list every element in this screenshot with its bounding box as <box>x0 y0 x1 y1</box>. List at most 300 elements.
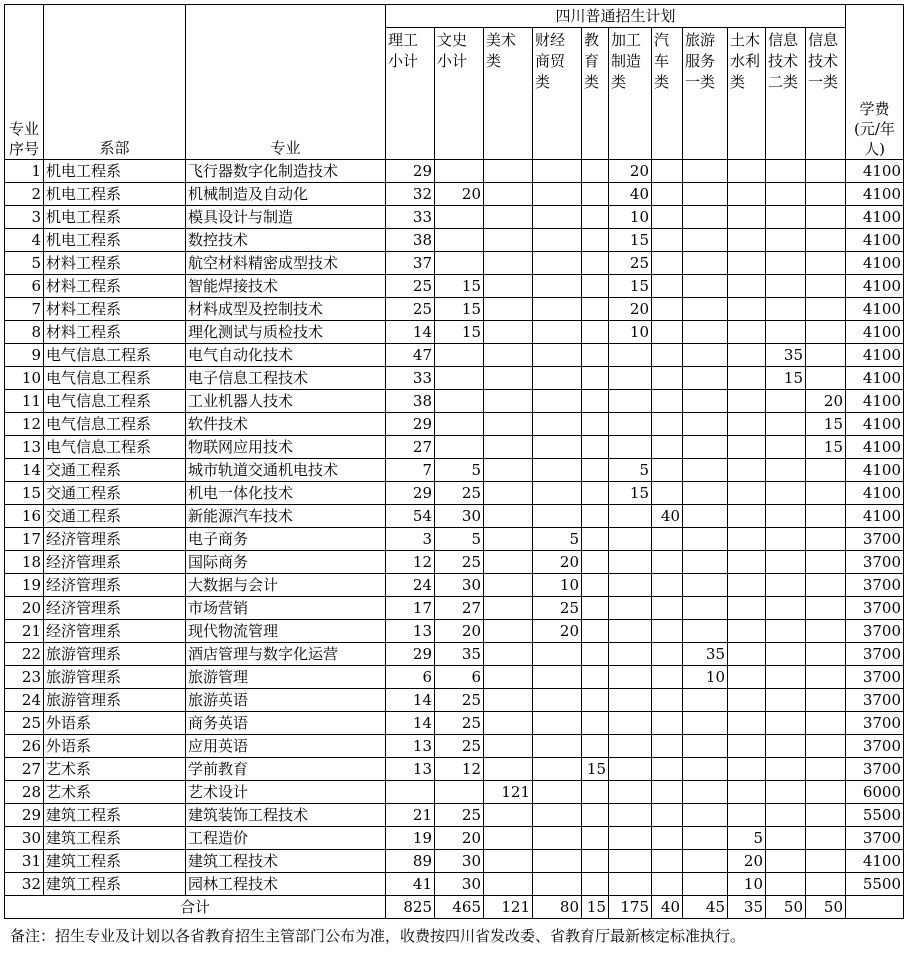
row-major: 物联网应用技术 <box>186 436 386 459</box>
row-value <box>766 160 806 183</box>
row-value: 37 <box>386 252 435 275</box>
row-value <box>806 712 846 735</box>
row-value <box>582 367 609 390</box>
row-value <box>806 275 846 298</box>
row-fee: 4100 <box>846 229 904 252</box>
total-value: 40 <box>652 896 683 919</box>
row-value <box>533 689 582 712</box>
row-value <box>484 436 533 459</box>
row-fee: 3700 <box>846 712 904 735</box>
row-value <box>806 298 846 321</box>
row-value <box>806 735 846 758</box>
row-value <box>582 160 609 183</box>
row-value: 30 <box>435 574 484 597</box>
row-index: 31 <box>5 850 44 873</box>
row-value <box>728 298 766 321</box>
row-value <box>728 413 766 436</box>
row-dept: 机电工程系 <box>44 206 186 229</box>
row-dept: 建筑工程系 <box>44 804 186 827</box>
row-value <box>652 344 683 367</box>
row-value <box>484 666 533 689</box>
row-fee: 3700 <box>846 758 904 781</box>
header-major: 专业 <box>186 5 386 160</box>
row-value <box>582 597 609 620</box>
row-value <box>766 206 806 229</box>
row-value <box>806 252 846 275</box>
table-row <box>5 850 904 873</box>
total-value: 50 <box>806 896 846 919</box>
row-value <box>435 390 484 413</box>
row-value: 5 <box>533 528 582 551</box>
row-value: 7 <box>386 459 435 482</box>
row-value <box>766 183 806 206</box>
row-value <box>484 321 533 344</box>
row-value <box>683 298 728 321</box>
total-value: 15 <box>582 896 609 919</box>
row-value <box>766 735 806 758</box>
row-value: 21 <box>386 804 435 827</box>
row-value <box>766 666 806 689</box>
row-value <box>533 321 582 344</box>
row-value <box>683 735 728 758</box>
row-value: 27 <box>386 436 435 459</box>
row-value <box>728 804 766 827</box>
row-index: 22 <box>5 643 44 666</box>
row-value <box>533 643 582 666</box>
row-value <box>484 252 533 275</box>
table-row <box>5 459 904 482</box>
total-value: 465 <box>435 896 484 919</box>
row-value <box>582 620 609 643</box>
row-value <box>533 390 582 413</box>
row-value <box>582 436 609 459</box>
row-value: 32 <box>386 183 435 206</box>
row-value <box>609 643 652 666</box>
row-value <box>582 712 609 735</box>
table-row <box>5 551 904 574</box>
row-value <box>533 183 582 206</box>
row-major: 国际商务 <box>186 551 386 574</box>
row-value <box>435 413 484 436</box>
row-index: 27 <box>5 758 44 781</box>
row-index: 32 <box>5 873 44 896</box>
row-index: 9 <box>5 344 44 367</box>
row-value <box>683 183 728 206</box>
row-value <box>609 689 652 712</box>
row-fee: 4100 <box>846 344 904 367</box>
row-dept: 建筑工程系 <box>44 850 186 873</box>
row-value <box>806 551 846 574</box>
row-dept: 交通工程系 <box>44 482 186 505</box>
row-value: 20 <box>806 390 846 413</box>
row-value <box>533 160 582 183</box>
row-value <box>728 206 766 229</box>
total-row <box>5 896 904 919</box>
table-row <box>5 804 904 827</box>
header-col-1: 文史小计 <box>435 28 484 160</box>
row-value <box>683 390 728 413</box>
footnote: 备注：招生专业及计划以各省教育招生主管部门公布为准，收费按四川省发改委、省教育厅最新核定标准执行。 <box>10 927 746 945</box>
row-value <box>766 850 806 873</box>
total-fee <box>846 896 904 919</box>
row-fee: 3700 <box>846 551 904 574</box>
row-dept: 电气信息工程系 <box>44 390 186 413</box>
row-value <box>806 344 846 367</box>
row-value <box>766 505 806 528</box>
table-row <box>5 321 904 344</box>
row-major: 航空材料精密成型技术 <box>186 252 386 275</box>
row-value <box>683 850 728 873</box>
row-value <box>484 344 533 367</box>
row-value <box>533 482 582 505</box>
row-fee: 4100 <box>846 459 904 482</box>
row-value <box>806 160 846 183</box>
row-dept: 材料工程系 <box>44 252 186 275</box>
row-fee: 4100 <box>846 850 904 873</box>
row-value <box>766 528 806 551</box>
row-value <box>533 206 582 229</box>
row-value <box>683 413 728 436</box>
row-dept: 建筑工程系 <box>44 827 186 850</box>
row-value <box>582 275 609 298</box>
row-value <box>484 597 533 620</box>
row-value: 40 <box>652 505 683 528</box>
row-fee: 5500 <box>846 804 904 827</box>
admission-plan-table <box>4 4 904 919</box>
row-value <box>609 505 652 528</box>
table-row <box>5 827 904 850</box>
row-value: 14 <box>386 321 435 344</box>
row-value <box>652 873 683 896</box>
row-dept: 交通工程系 <box>44 505 186 528</box>
row-major: 酒店管理与数字化运营 <box>186 643 386 666</box>
row-index: 19 <box>5 574 44 597</box>
total-value: 50 <box>766 896 806 919</box>
row-fee: 3700 <box>846 528 904 551</box>
row-fee: 4100 <box>846 482 904 505</box>
row-value <box>766 252 806 275</box>
row-index: 23 <box>5 666 44 689</box>
row-value <box>806 873 846 896</box>
row-value <box>484 827 533 850</box>
row-value <box>728 229 766 252</box>
row-value <box>582 459 609 482</box>
row-value <box>728 574 766 597</box>
row-value <box>806 206 846 229</box>
row-value <box>582 666 609 689</box>
row-value <box>484 620 533 643</box>
row-value <box>533 666 582 689</box>
row-value <box>652 574 683 597</box>
row-value <box>652 827 683 850</box>
row-major: 工程造价 <box>186 827 386 850</box>
row-major: 模具设计与制造 <box>186 206 386 229</box>
row-fee: 4100 <box>846 183 904 206</box>
row-major: 飞行器数字化制造技术 <box>186 160 386 183</box>
row-value <box>609 367 652 390</box>
table-row <box>5 712 904 735</box>
row-value <box>484 459 533 482</box>
row-value <box>652 252 683 275</box>
row-index: 7 <box>5 298 44 321</box>
row-value: 15 <box>435 275 484 298</box>
table-row <box>5 528 904 551</box>
row-value: 5 <box>728 827 766 850</box>
row-value: 20 <box>435 827 484 850</box>
row-value <box>652 275 683 298</box>
row-value <box>609 344 652 367</box>
row-value <box>533 344 582 367</box>
row-value <box>435 206 484 229</box>
row-value <box>683 229 728 252</box>
row-index: 18 <box>5 551 44 574</box>
row-value <box>683 758 728 781</box>
header-col-10: 信息技术一类 <box>806 28 846 160</box>
row-value <box>484 758 533 781</box>
row-value <box>652 367 683 390</box>
header-fee: 学费(元/年人) <box>846 5 904 160</box>
row-value: 12 <box>386 551 435 574</box>
row-value: 29 <box>386 160 435 183</box>
row-value: 20 <box>533 551 582 574</box>
row-value <box>484 735 533 758</box>
row-value <box>609 390 652 413</box>
row-value <box>728 781 766 804</box>
row-value: 15 <box>435 321 484 344</box>
row-value <box>582 344 609 367</box>
row-value <box>533 505 582 528</box>
row-value <box>728 275 766 298</box>
row-major: 艺术设计 <box>186 781 386 804</box>
row-value <box>683 873 728 896</box>
header-col-7: 旅游服务一类 <box>683 28 728 160</box>
row-value <box>652 298 683 321</box>
row-value: 5 <box>609 459 652 482</box>
row-value <box>683 804 728 827</box>
row-value <box>484 804 533 827</box>
row-fee: 3700 <box>846 735 904 758</box>
row-value: 25 <box>533 597 582 620</box>
row-value <box>435 344 484 367</box>
row-value <box>435 436 484 459</box>
row-value <box>683 827 728 850</box>
row-value <box>728 344 766 367</box>
row-fee: 4100 <box>846 436 904 459</box>
row-value <box>728 643 766 666</box>
row-index: 12 <box>5 413 44 436</box>
row-major: 建筑工程技术 <box>186 850 386 873</box>
row-value: 33 <box>386 206 435 229</box>
table-row <box>5 390 904 413</box>
row-value <box>652 229 683 252</box>
row-value: 20 <box>728 850 766 873</box>
row-value <box>806 229 846 252</box>
row-value <box>582 804 609 827</box>
row-value <box>683 528 728 551</box>
row-fee: 3700 <box>846 666 904 689</box>
row-value: 20 <box>609 298 652 321</box>
row-fee: 5500 <box>846 873 904 896</box>
row-fee: 4100 <box>846 505 904 528</box>
row-value <box>609 781 652 804</box>
row-value <box>766 620 806 643</box>
row-value <box>766 689 806 712</box>
row-value: 25 <box>435 551 484 574</box>
row-value <box>533 850 582 873</box>
row-major: 智能焊接技术 <box>186 275 386 298</box>
row-value <box>533 275 582 298</box>
row-value <box>806 758 846 781</box>
row-value <box>652 459 683 482</box>
row-value <box>766 436 806 459</box>
row-value <box>609 666 652 689</box>
row-value <box>652 413 683 436</box>
row-value: 24 <box>386 574 435 597</box>
row-fee: 4100 <box>846 275 904 298</box>
row-value <box>806 620 846 643</box>
row-fee: 3700 <box>846 597 904 620</box>
row-value <box>806 367 846 390</box>
row-value <box>533 712 582 735</box>
row-value <box>484 390 533 413</box>
row-major: 大数据与会计 <box>186 574 386 597</box>
row-value <box>582 252 609 275</box>
row-value <box>806 321 846 344</box>
row-value <box>609 528 652 551</box>
row-value <box>484 206 533 229</box>
row-major: 应用英语 <box>186 735 386 758</box>
header-col-5: 加工制造类 <box>609 28 652 160</box>
header-col-8: 土木水利类 <box>728 28 766 160</box>
row-value <box>728 712 766 735</box>
row-value <box>484 712 533 735</box>
row-value <box>609 413 652 436</box>
row-value: 38 <box>386 229 435 252</box>
table-row <box>5 574 904 597</box>
row-value <box>766 758 806 781</box>
row-index: 15 <box>5 482 44 505</box>
total-value: 121 <box>484 896 533 919</box>
row-value <box>484 367 533 390</box>
row-value <box>652 666 683 689</box>
row-value <box>533 298 582 321</box>
row-dept: 电气信息工程系 <box>44 367 186 390</box>
row-value <box>582 482 609 505</box>
row-value <box>806 666 846 689</box>
row-value <box>582 390 609 413</box>
row-value <box>533 804 582 827</box>
row-value <box>435 229 484 252</box>
row-value <box>766 781 806 804</box>
row-dept: 旅游管理系 <box>44 666 186 689</box>
row-value <box>652 781 683 804</box>
row-fee: 3700 <box>846 689 904 712</box>
row-value <box>533 436 582 459</box>
row-value <box>609 804 652 827</box>
row-value: 25 <box>609 252 652 275</box>
row-index: 17 <box>5 528 44 551</box>
row-value <box>533 735 582 758</box>
row-value <box>683 482 728 505</box>
row-value <box>582 183 609 206</box>
row-value <box>806 689 846 712</box>
row-value <box>728 528 766 551</box>
table-row <box>5 413 904 436</box>
row-value <box>484 275 533 298</box>
row-value: 25 <box>435 689 484 712</box>
row-value: 3 <box>386 528 435 551</box>
row-value <box>683 712 728 735</box>
row-value: 47 <box>386 344 435 367</box>
row-index: 24 <box>5 689 44 712</box>
row-value <box>582 574 609 597</box>
row-index: 21 <box>5 620 44 643</box>
row-value <box>728 505 766 528</box>
row-value <box>435 781 484 804</box>
row-value <box>652 183 683 206</box>
row-major: 商务英语 <box>186 712 386 735</box>
row-value <box>683 459 728 482</box>
row-value <box>806 804 846 827</box>
row-dept: 材料工程系 <box>44 321 186 344</box>
row-value <box>582 850 609 873</box>
row-index: 20 <box>5 597 44 620</box>
row-value: 41 <box>386 873 435 896</box>
header-col-3: 财经商贸类 <box>533 28 582 160</box>
row-dept: 电气信息工程系 <box>44 344 186 367</box>
row-major: 材料成型及控制技术 <box>186 298 386 321</box>
row-value <box>582 781 609 804</box>
row-value <box>766 574 806 597</box>
row-value <box>683 574 728 597</box>
row-value <box>652 689 683 712</box>
row-dept: 旅游管理系 <box>44 643 186 666</box>
row-value <box>484 643 533 666</box>
row-value: 29 <box>386 413 435 436</box>
row-value <box>582 321 609 344</box>
row-value <box>533 459 582 482</box>
header-dept: 系部 <box>44 5 186 160</box>
row-value <box>582 528 609 551</box>
row-dept: 艺术系 <box>44 781 186 804</box>
row-value <box>728 321 766 344</box>
row-value <box>582 689 609 712</box>
row-value <box>683 597 728 620</box>
row-index: 6 <box>5 275 44 298</box>
row-value <box>582 735 609 758</box>
row-value <box>484 528 533 551</box>
row-major: 工业机器人技术 <box>186 390 386 413</box>
row-major: 建筑装饰工程技术 <box>186 804 386 827</box>
row-value <box>435 160 484 183</box>
row-value <box>609 620 652 643</box>
row-fee: 4100 <box>846 206 904 229</box>
row-value: 10 <box>609 206 652 229</box>
row-value: 20 <box>435 620 484 643</box>
row-index: 25 <box>5 712 44 735</box>
row-fee: 3700 <box>846 620 904 643</box>
row-value <box>484 873 533 896</box>
row-value <box>728 551 766 574</box>
row-value <box>533 252 582 275</box>
row-dept: 材料工程系 <box>44 275 186 298</box>
row-value <box>683 321 728 344</box>
total-value: 35 <box>728 896 766 919</box>
table-row <box>5 229 904 252</box>
row-value <box>683 367 728 390</box>
row-value <box>806 597 846 620</box>
row-value: 25 <box>386 275 435 298</box>
